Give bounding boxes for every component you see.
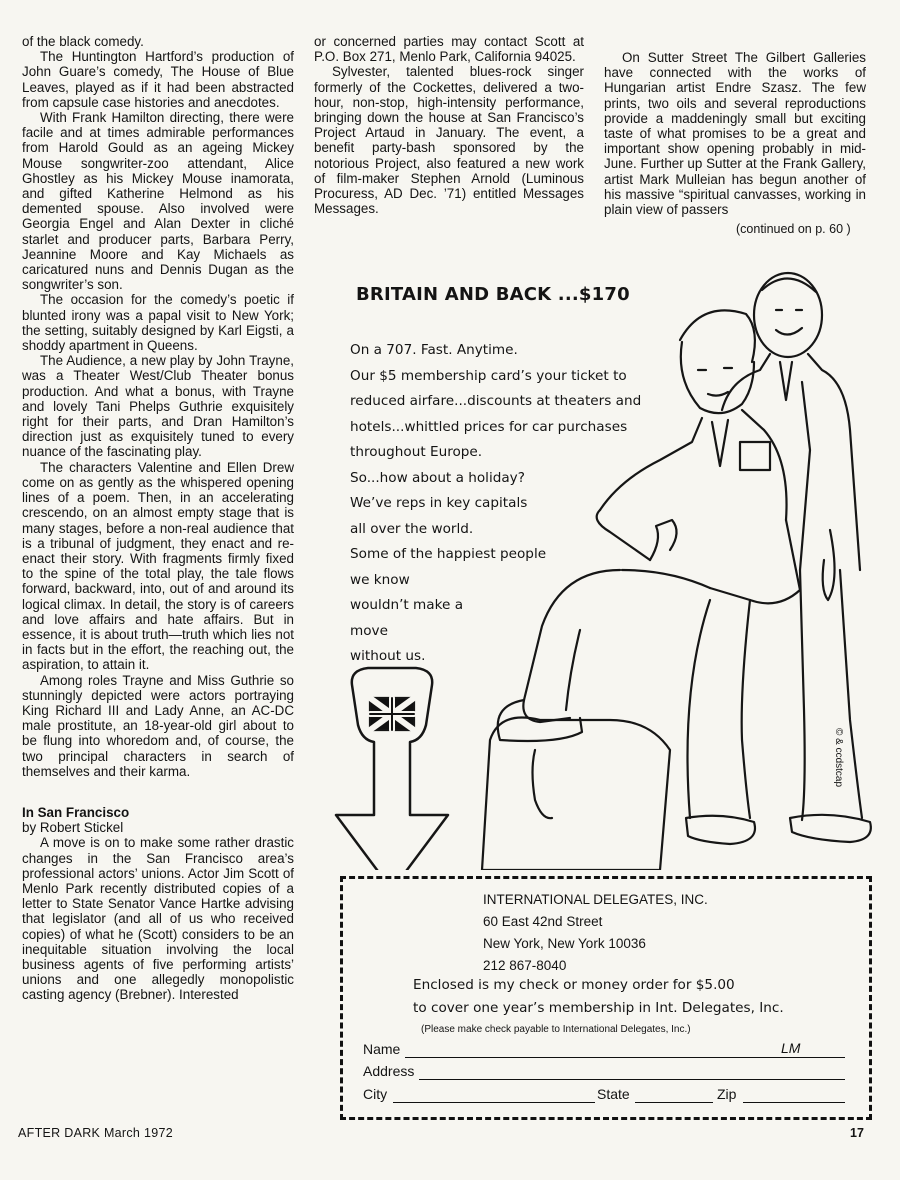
ad-copy-line: hotels...whittled prices for car purchases bbox=[350, 418, 628, 435]
ad-copy-line: throughout Europe. bbox=[350, 444, 483, 460]
company-address-block bbox=[483, 889, 708, 977]
ad-copy-line: wouldn’t make a bbox=[350, 597, 464, 613]
ad-copy-line: move bbox=[350, 622, 388, 639]
article-column-3 bbox=[604, 50, 866, 217]
paragraph: The characters Valentine and Ellen Drew come on as gently as the whispered opening lines of a poem. Then, in an accelerating crescendo, on an almost empty stage that is many stages, before a non-real audience that is a tribunal of judgment, they enact and re-enact their story. With fragments firmly fixed to the spine of the total play, the tale flows forward, backward, into, out of and around its logical climax. In detail, the story is of careers and love affairs and hate affairs. But in essence, it is about truth—truth which lies not in facts but in the effort, the reaching out, the aspiration, to attain it. bbox=[22, 459, 294, 673]
state-field[interactable] bbox=[635, 1102, 713, 1103]
name-label: Name bbox=[363, 1041, 401, 1057]
ad-copy-line: all over the world. bbox=[350, 520, 474, 537]
paragraph: The Audience, a new play by John Trayne, was a Theater West/Club Theater bonus production. And what a bonus, with Trayne and lovely Tani Phelps Guthrie exquisitely right for their parts, and Dran Hamilton’s direction just as exquisitely tuned to every nuance of the fascinating play. bbox=[22, 353, 294, 460]
front-man-figure bbox=[498, 310, 800, 844]
paragraph: A move is on to make some rather drastic changes in the San Francisco area’s professional actors’ unions. Actor Jim Scott of Menlo Park recently distributed copies of a letter to State Senator Vance Hartke advising that legislator (and all of us who received copies) of what he (Scott) considers to be an inequitable situation involving the local business agents of five performing artists’ unions and one allegedly monopolistic casting agency (Brebner). Interested bbox=[22, 835, 294, 1003]
ad-copy-line: without us. bbox=[350, 648, 426, 664]
article-column-2 bbox=[314, 34, 584, 216]
paragraph: of the black comedy. bbox=[22, 34, 144, 49]
ad-illustration bbox=[330, 270, 890, 870]
street-address: 60 East 42nd Street bbox=[483, 914, 603, 929]
ad-copy-line: We’ve reps in key capitals bbox=[350, 495, 528, 511]
section-heading: In San Francisco bbox=[22, 804, 130, 820]
zip-field[interactable] bbox=[743, 1102, 845, 1103]
ad-copy-line: Our $5 membership card’s your ticket to bbox=[350, 367, 627, 384]
city-state-zip: New York, New York 10036 bbox=[483, 936, 646, 951]
byline: by Robert Stickel bbox=[22, 820, 124, 836]
ad-headline: BRITAIN AND BACK ...$170 bbox=[356, 284, 630, 305]
city-label: City bbox=[363, 1086, 388, 1102]
paragraph: The occasion for the comedy’s poetic if blunted irony was a papal visit to New York; the setting, suitably designed by Karl Eigsti, a shoddy apartment in Queens. bbox=[22, 292, 294, 354]
article-column-1 bbox=[22, 34, 294, 1003]
page-number: 17 bbox=[850, 1126, 864, 1140]
address-field[interactable] bbox=[419, 1079, 845, 1080]
publication-footer: AFTER DARK March 1972 bbox=[18, 1126, 173, 1140]
paragraph: Sylvester, talented blues-rock singer formerly of the Cockettes, delivered a two-hour, non-stop, high-intensity performance, bringing down the house at San Francisco’s Project Artaud in January. The event, a benefit party-bash sponsored by the notorious Project, also featured a new work of film-maker Stephen Arnold (Luminous Procuress, AD Dec. ’71) entitled Messages Messages. bbox=[314, 64, 584, 217]
membership-coupon bbox=[340, 876, 872, 1120]
paragraph: or concerned parties may contact Scott at P.O. Box 271, Menlo Park, California 94025. bbox=[314, 34, 584, 65]
city-field[interactable] bbox=[393, 1102, 595, 1103]
state-label: State bbox=[597, 1086, 630, 1102]
company-name: INTERNATIONAL DELEGATES, INC. bbox=[483, 892, 708, 907]
paragraph: Among roles Trayne and Miss Guthrie so stunningly depicted were actors portraying King Richard III and Lady Anne, an AC-DC male prostitute, an 18-year-old girl about to be flung into whoredom and, of course, the two principal characters in search of themselves and their karma. bbox=[22, 672, 294, 779]
continued-note: (continued on p. 60 ) bbox=[736, 222, 851, 236]
phone-number: 212 867-8040 bbox=[483, 958, 567, 973]
union-jack-arrow-icon bbox=[336, 668, 448, 870]
zip-label: Zip bbox=[717, 1086, 737, 1102]
coupon-code: LM bbox=[781, 1040, 801, 1056]
name-field[interactable] bbox=[405, 1057, 845, 1058]
ad-copy-line: reduced airfare...discounts at theaters and bbox=[350, 393, 642, 409]
artist-signature: © & ccdstcap bbox=[833, 728, 844, 788]
paragraph: On Sutter Street The Gilbert Galleries have connected with the works of Hungarian artist Endre Szasz. The few prints, two oils and several reproductions provide a maddeningly small but exciting taste of what promises to be a great and important show opening probably in mid-June. Further up Sutter at the Frank Gallery, artist Mark Mulleian has begun another of his massive “spiritual canvasses, working in plain view of passers bbox=[604, 50, 866, 218]
ad-copy-line: On a 707. Fast. Anytime. bbox=[350, 342, 518, 358]
paragraph: With Frank Hamilton directing, there were facile and at times admirable performances from Harold Gould as an ageing Mickey Mouse songwriter-zoo attendant, Alice Ghostley as his Mickey Mouse inamorata, and gifted Katherine Helmond as his demented spouse. Also involved were Georgia Engel and Alan Dexter in cliché starlet and producer parts, Barbara Perry, Jeannine Moore and Kay Michaels as caricatured nuns and Dennis Dugan as the songwriter’s son. bbox=[22, 110, 294, 293]
enclosed-text-line-1: Enclosed is my check or money order for $5.00 bbox=[413, 977, 735, 993]
paragraph: The Huntington Hartford’s production of John Guare’s comedy, The House of Blue Leaves, played as if it had been abstracted from capsule case histories and anecdotes. bbox=[22, 49, 294, 110]
address-label: Address bbox=[363, 1063, 415, 1079]
payment-note: (Please make check payable to International Delegates, Inc.) bbox=[421, 1024, 691, 1035]
ad-copy-line: we know bbox=[350, 571, 410, 588]
enclosed-text-line-2: to cover one year’s membership in Int. Delegates, Inc. bbox=[413, 1000, 784, 1016]
ad-copy-line: Some of the happiest people bbox=[350, 546, 547, 562]
ad-copy-line: So...how about a holiday? bbox=[350, 469, 525, 486]
